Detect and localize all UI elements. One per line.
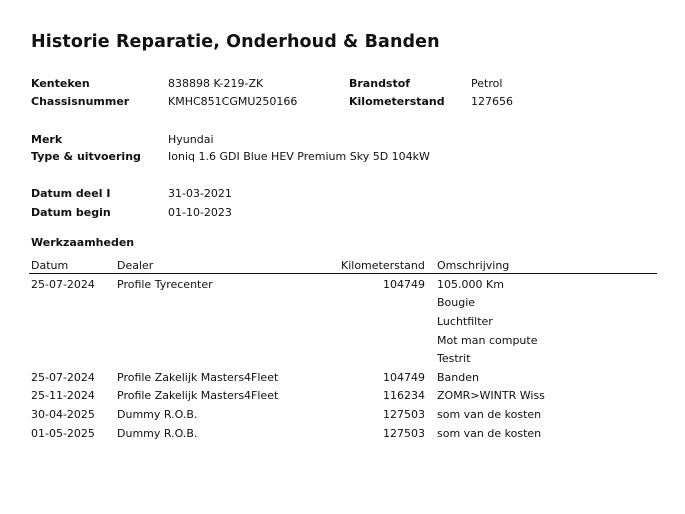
kilometerstand-label: Kilometerstand: [349, 95, 445, 108]
chassis-label: Chassisnummer: [31, 95, 130, 108]
column-header-omschrijving: Omschrijving: [437, 259, 510, 272]
datum-begin-label: Datum begin: [31, 206, 111, 219]
cell-datum: 25-07-2024: [31, 371, 95, 384]
cell-omschrijving: Bougie: [437, 296, 476, 309]
cell-dealer: Dummy R.O.B.: [117, 408, 198, 421]
cell-kilometerstand: 104749: [383, 371, 425, 384]
cell-omschrijving: som van de kosten: [437, 408, 542, 421]
cell-datum: 01-05-2025: [31, 427, 95, 440]
datum-begin-value: 01-10-2023: [168, 206, 232, 219]
datum-deel-value: 31-03-2021: [168, 187, 232, 200]
column-header-dealer: Dealer: [117, 259, 154, 272]
cell-kilometerstand: 116234: [383, 389, 425, 402]
cell-dealer: Dummy R.O.B.: [117, 427, 198, 440]
merk-value: Hyundai: [168, 133, 214, 146]
cell-dealer: Profile Zakelijk Masters4Fleet: [117, 371, 279, 384]
cell-omschrijving: Banden: [437, 371, 479, 384]
type-value: Ioniq 1.6 GDI Blue HEV Premium Sky 5D 104kW: [168, 150, 430, 163]
cell-dealer: Profile Tyrecenter: [117, 278, 213, 291]
merk-label: Merk: [31, 133, 63, 146]
cell-kilometerstand: 127503: [383, 408, 425, 421]
type-label: Type & uitvoering: [31, 150, 141, 163]
cell-omschrijving: Luchtfilter: [437, 315, 493, 328]
page-title: Historie Reparatie, Onderhoud & Banden: [31, 32, 440, 52]
cell-datum: 25-07-2024: [31, 278, 95, 291]
cell-omschrijving: som van de kosten: [437, 427, 542, 440]
kenteken-label: Kenteken: [31, 77, 90, 90]
cell-omschrijving: 105.000 Km: [437, 278, 504, 291]
cell-omschrijving: ZOMR>WINTR Wiss: [437, 389, 545, 402]
cell-omschrijving: Mot man compute: [437, 334, 538, 347]
brandstof-label: Brandstof: [349, 77, 411, 90]
chassis-value: KMHC851CGMU250166: [168, 95, 298, 108]
header-divider: [29, 273, 657, 274]
cell-kilometerstand: 104749: [383, 278, 425, 291]
cell-datum: 25-11-2024: [31, 389, 95, 402]
cell-kilometerstand: 127503: [383, 427, 425, 440]
werkzaamheden-heading: Werkzaamheden: [31, 236, 135, 249]
cell-omschrijving: Testrit: [437, 352, 471, 365]
brandstof-value: Petrol: [471, 77, 503, 90]
column-header-kilometerstand: Kilometerstand: [341, 259, 425, 272]
column-header-datum: Datum: [31, 259, 69, 272]
kilometerstand-value: 127656: [471, 95, 513, 108]
kenteken-value: 838898 K-219-ZK: [168, 77, 264, 90]
datum-deel-label: Datum deel I: [31, 187, 111, 200]
cell-datum: 30-04-2025: [31, 408, 95, 421]
cell-dealer: Profile Zakelijk Masters4Fleet: [117, 389, 279, 402]
